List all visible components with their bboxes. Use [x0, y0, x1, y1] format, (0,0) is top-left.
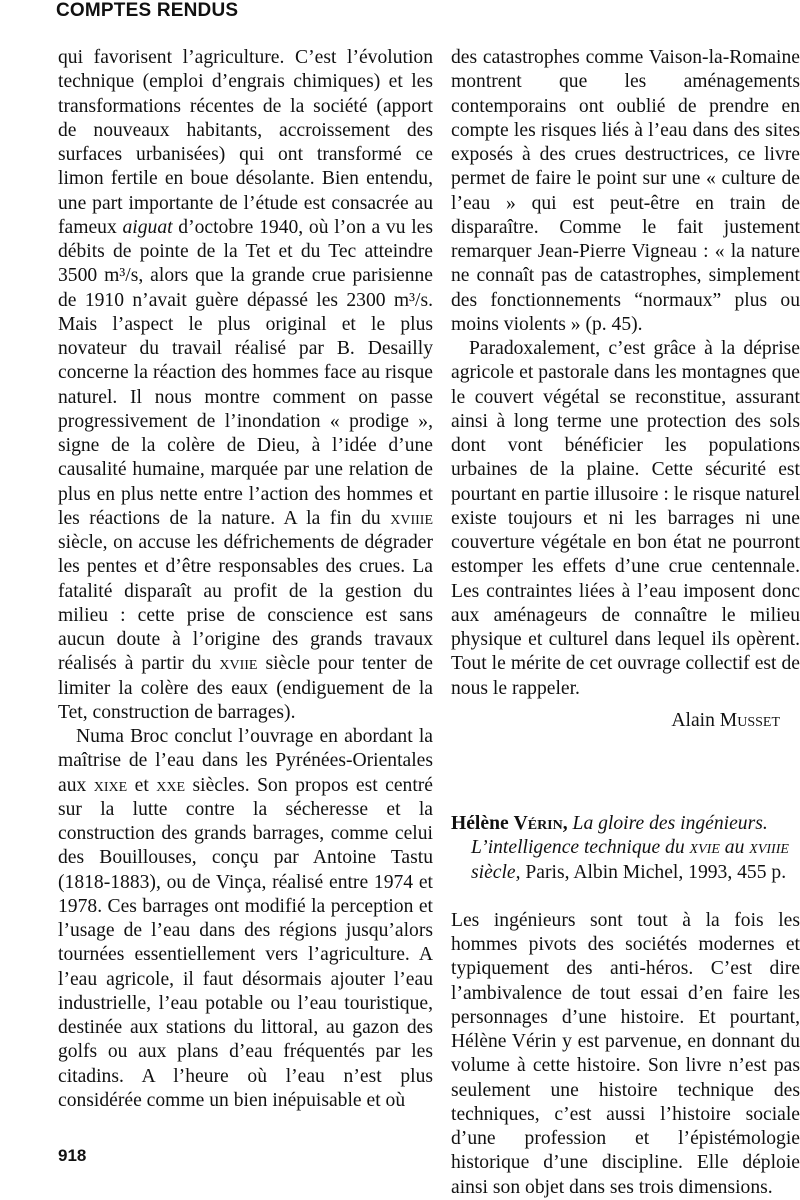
publication-info: Paris, Albin Michel, 1993, 455 p.	[520, 861, 787, 883]
paragraph: Paradoxalement, c’est grâce à la déprise agricole et pastorale dans les montagnes que le couvert végétal se reconstitue, assurant ainsi à long terme une protection des sols dont vont bénéficier les populations urbaines de la plaine. Cette sécurité est pourtant en partie illusoire : le risque naturel existe toujours et ni les barrages ni une couverture végétale en bon état ne pourront estomper les effets d’une crue centennale. Les contraintes liées à l’eau imposent donc aux aménageurs de connaître le milieu physique et culturel dans lequel ils opèrent. Tout le mérite de cet ouvrage collectif est de nous le rappeler.	[451, 338, 800, 699]
text-run: siècle, on accuse les défrichements de dégrader les pentes et d’être responsables des crues. La fatalité disparaît au profit de la gestion du milieu : cette prise de conscience est sans aucun doute à l’origine des grands travaux réalisés à partir du	[58, 532, 433, 675]
century: xviiie	[390, 507, 433, 529]
title-run: au	[719, 837, 750, 859]
text-run: et	[127, 774, 157, 796]
text-run: d’octobre 1940, où l’on a vu les débits de pointe de la Tet et du Tec atteindre 3500 m³/s, alors que la grande crue parisienne de 1910 n’avait guère dépassé les 2300 m³/s. Mais l’aspect le plus original et le plus novateur du travail réalisé par B. Desailly concerne la réaction des hommes face au risque naturel. Il nous montre comment on passe progressivement de l’inondation « prodige », signe de la colère de Dieu, à l’idée d’une causalité humaine, marquée par une relation de plus en plus nette entre l’action des hommes et les réactions de la nature. A la fin du	[58, 216, 433, 529]
paragraph: Les ingénieurs sont tout à la fois les hommes pivots des sociétés modernes et typiquement des anti-héros. C’est dire l’ambivalence de tout essai d’en faire les personnages d’une histoire. Et pourtant, Hélène Vérin y est parvenue, en donnant du volume à cette histoire. Son livre n’est pas seulement une histoire technique des techniques, c’est aussi l’histoire sociale d’une profession et l’épistémologie historique d’une discipline. Elle déploie ainsi son objet dans ses trois dimensions.	[451, 909, 800, 1198]
italic-term: aiguat	[122, 216, 173, 238]
running-title: COMPTES RENDUS	[56, 0, 239, 21]
page-number: 918	[58, 1146, 87, 1165]
century: xvie	[689, 837, 720, 859]
paragraph: des catastrophes comme Vaison-la-Romaine montrent que les aménagements contemporains ont oublié de prendre en compte les risques liés à l’eau dans des sites exposés à des crues destructrices, ce livre permet de faire le point sur une « culture de l’eau » qui est peut-être en train de disparaître. Comme le fait justement remarquer Jean-Pierre Vigneau : « la nature ne connaît pas de catastrophes, simplement des fonctionnements “normaux” plus ou moins violents » (p. 45).	[451, 47, 800, 335]
text-run: siècle pour tenter de limiter la colère des eaux (endiguement de la Tet, construction de barrages).	[58, 653, 433, 723]
paragraph	[58, 46, 433, 725]
text-run: Numa Broc conclut l’ouvrage en abordant la maîtrise de l’eau dans les Pyrénées-Orientales aux	[58, 726, 433, 796]
text-run: siècles. Son propos est centré sur la lutte contre la sécheresse et la construction des grands barrages, comme celui des Bouillouses, conçu par Antoine Tastu (1818-1883), ou de Vinça, réalisé entre 1974 et 1978. Ces barrages ont modifié la perception et l’usage de l’eau dans des régions jusqu’alors tournées essentiellement vers l’agriculture. A l’eau agricole, il faut désormais ajouter l’eau industrielle, l’eau potable ou l’eau touristique, destinée aux stations du littoral, au gazon des golfs ou aux plans d’eau fréquentés par les citadins. A l’heure où l’eau n’est plus considérée comme un bien inépuisable et où	[58, 774, 433, 1111]
century: xviiie	[749, 837, 789, 859]
century: xixe	[93, 774, 128, 796]
left-column	[58, 46, 433, 1113]
review-author-last: Vérin,	[513, 813, 568, 834]
signature-last: Musset	[719, 709, 780, 731]
right-column	[451, 46, 800, 1200]
reviewer-signature	[451, 709, 800, 733]
review-author-first: Hélène	[451, 813, 509, 834]
paragraph	[58, 725, 433, 1113]
century: xxe	[156, 774, 186, 796]
text-run: qui favorisent l’agriculture. C’est l’évolution technique (emploi d’engrais chimiques) et les transformations récentes de la société (apport de nouveaux habitants, accroissement des surfaces urbanisées) qui ont transformé ce limon fertile en boue désolante. Bien entendu, une part importante de l’étude est consacrée au fameux	[58, 47, 433, 238]
title-run: La gloire des ingénieurs. L’intelligence technique du	[471, 813, 768, 859]
title-run: siècle,	[471, 861, 521, 883]
review-heading	[451, 812, 800, 885]
signature-first: Alain	[671, 709, 715, 731]
century: xviie	[219, 653, 258, 675]
